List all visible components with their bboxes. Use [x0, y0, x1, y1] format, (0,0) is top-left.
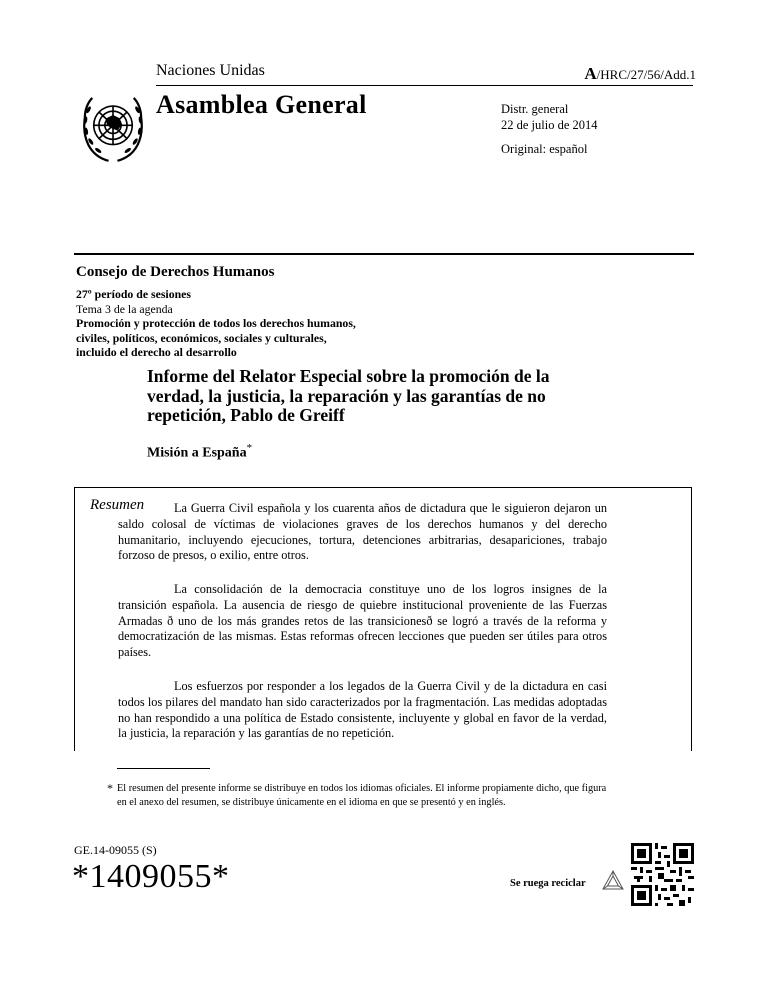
assembly-name: Asamblea General [156, 90, 367, 119]
agenda-title-line3: incluido el derecho al desarrollo [76, 345, 237, 360]
qr-code-icon [631, 843, 694, 906]
footnote-text: El resumen del presente informe se distribuye en todos los idiomas oficiales. El informe propiamente dicho, que figura en el anexo del resumen, se distribuye únicamente en el idioma en que se presentó y en inglés. [117, 783, 607, 808]
header-bottom-rule [74, 253, 694, 255]
recycle-label: Se ruega reciclar [510, 878, 586, 889]
agenda-title-line1: Promoción y protección de todos los derechos humanos, [76, 316, 356, 331]
summary-paragraph-3: Los esfuerzos por responder a los legados de la Guerra Civil y de la dictadura en casi todos los pilares del mandato han sido caracterizados por la fragmentación. Las medidas adoptadas no han respondido a una política de Estado consistente, incluyente y global en favor de la verdad, la justicia, la reparación y las garantías de no repetición. [118, 679, 607, 741]
original-language: Original: español [501, 142, 588, 156]
agenda-title-line2: civiles, políticos, económicos, sociales y culturales, [76, 330, 327, 345]
summary-paragraph-2: La consolidación de la democracia constituye uno de los logros insignes de la transición española. La ausencia de riesgo de quiebre institucional proveniente de las Fuerzas Armadas ð uno de los más grandes retos de las transicionesð se logró a través de la reforma y democratización de las mismas. Estas reformas ofrecen lecciones que pueden ser útiles para otros países. [118, 582, 607, 660]
mission-title: Misión a España [147, 445, 247, 461]
mission-heading [147, 442, 252, 462]
job-number: GE.14-09055 (S) [74, 843, 157, 857]
summary-heading: Resumen [90, 497, 145, 513]
un-emblem-icon [76, 92, 150, 166]
footnote-marker: * [107, 781, 113, 795]
agenda-item: Tema 3 de la agenda [76, 301, 173, 316]
document-symbol [584, 64, 696, 84]
session-block [76, 287, 356, 360]
distribution-info [501, 101, 598, 133]
top-rule [156, 85, 693, 86]
distribution-label: Distr. general [501, 102, 569, 116]
session-number: 27º período de sesiones [76, 287, 191, 301]
mission-footnote-marker: * [246, 442, 253, 454]
recycle-icon [601, 869, 625, 893]
report-title: Informe del Relator Especial sobre la promoción de la verdad, la justicia, la reparación y las garantías de no repetición, Pablo de Greiff [147, 366, 550, 425]
document-date: 22 de julio de 2014 [501, 118, 598, 132]
symbol-prefix: A [584, 64, 597, 83]
council-name: Consejo de Derechos Humanos [76, 264, 275, 280]
footnote-rule [117, 768, 210, 769]
summary-paragraph-1: La Guerra Civil española y los cuarenta años de dictadura que le siguieron dejaron un saldo colosal de víctimas de violaciones graves de los derechos humanos y del derecho humanitario, incluyendo ejecuciones, tortura, detenciones arbitrarias, desapariciones, trabajo forzoso de presos, o exilio, entre otros. [118, 501, 607, 563]
barcode-text: *1409055* [72, 858, 230, 895]
symbol-rest: /HRC/27/56/Add.1 [596, 67, 696, 82]
org-name: Naciones Unidas [156, 62, 265, 79]
